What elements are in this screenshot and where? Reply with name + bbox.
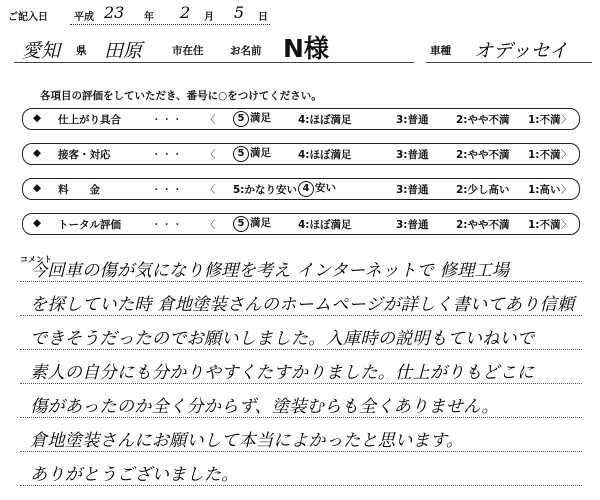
comment-line: 素人の自分にも分かりやすくたすかりました。仕上がりもどこに xyxy=(30,363,535,383)
diamond-icon: ◆ xyxy=(33,217,42,229)
selected-text: 満足 xyxy=(250,217,271,229)
rating-leader-dots: ・・・ xyxy=(151,219,183,231)
comment-ruled-line xyxy=(20,349,582,350)
survey-instruction: 各項目の評価をしていただき、番号に○をつけてください。 xyxy=(40,90,322,102)
rating-option[interactable]: 2:やや不満 xyxy=(456,149,510,161)
comment-line: ありがとうございました。 xyxy=(30,465,239,485)
comment-ruled-line xyxy=(20,485,582,486)
rating-leader-dots: ・・・ xyxy=(151,149,183,161)
fill-date-label: ご記入日 xyxy=(8,12,48,23)
left-angle-icon: 〈 xyxy=(205,219,216,231)
comment-line: を探していた時 倉地塗装さんのホームページが詳しく書いてあり信頼 xyxy=(30,295,575,315)
left-angle-icon: 〈 xyxy=(205,114,216,126)
rating-option[interactable]: 1:不満 xyxy=(528,219,561,231)
diamond-icon: ◆ xyxy=(33,147,42,159)
rating-option-selected[interactable] xyxy=(233,110,271,127)
comment-line: できそうだったのでお願いしました。入庫時の説明もていねいで xyxy=(30,329,535,349)
rating-option[interactable]: 4:ほぼ満足 xyxy=(298,149,352,161)
car-label: 車種 xyxy=(430,45,451,57)
selected-number: 5 xyxy=(233,216,249,232)
rating-title: 仕上がり具合 xyxy=(58,114,121,126)
selected-text: 満足 xyxy=(250,147,271,159)
rating-leader-dots: ・・・ xyxy=(151,114,183,126)
rating-row xyxy=(22,143,580,165)
date-underline xyxy=(70,24,270,25)
year-unit: 年 xyxy=(144,12,154,23)
comment-line: 傷があったのか全く分からず、塗装むらも全くありません。 xyxy=(30,397,499,417)
prefecture-value: 愛知 xyxy=(22,40,61,62)
address-underline xyxy=(14,62,414,63)
rating-leader-dots: ・・・ xyxy=(151,184,183,196)
right-angle-icon: 〉 xyxy=(561,149,572,161)
rating-option-selected[interactable] xyxy=(233,215,271,232)
rating-option[interactable]: 2:やや不満 xyxy=(456,114,510,126)
rating-option[interactable]: 1:不満 xyxy=(528,114,561,126)
city-label: 市在住 xyxy=(172,45,204,57)
rating-title: トータル評価 xyxy=(58,219,121,231)
rating-option[interactable]: 3:普通 xyxy=(396,184,429,196)
name-label: お名前 xyxy=(230,45,262,57)
rating-option[interactable]: 3:普通 xyxy=(396,114,429,126)
day-unit: 日 xyxy=(258,12,268,23)
selected-number: 5 xyxy=(233,146,249,162)
diamond-icon: ◆ xyxy=(33,182,42,194)
car-value: オデッセイ xyxy=(474,40,569,62)
comment-ruled-line xyxy=(20,281,582,282)
left-angle-icon: 〈 xyxy=(205,184,216,196)
selected-text: 安い xyxy=(315,182,336,194)
rating-option[interactable]: 2:やや不満 xyxy=(456,219,510,231)
rating-row xyxy=(22,108,580,130)
right-angle-icon: 〉 xyxy=(561,219,572,231)
prefecture-label: 県 xyxy=(76,45,87,57)
comment-ruled-line xyxy=(20,383,582,384)
rating-option[interactable]: 3:普通 xyxy=(396,149,429,161)
rating-option[interactable]: 1:不満 xyxy=(528,149,561,161)
comment-ruled-line xyxy=(20,451,582,452)
selected-number: 5 xyxy=(233,111,249,127)
rating-option[interactable]: 3:普通 xyxy=(396,219,429,231)
rating-option[interactable]: 1:高い xyxy=(528,184,561,196)
customer-name: N様 xyxy=(283,34,329,63)
rating-title: 接客・対応 xyxy=(58,149,111,161)
rating-option[interactable]: 2:少し高い xyxy=(456,184,510,196)
rating-option-selected[interactable] xyxy=(233,145,271,162)
rating-option-selected[interactable] xyxy=(298,180,336,197)
rating-title: 料 金 xyxy=(58,184,100,196)
comment-line: 倉地塗装さんにお願いして本当によかったと思います。 xyxy=(30,431,464,451)
comment-ruled-line xyxy=(20,315,582,316)
comment-label: コメント xyxy=(20,255,52,264)
diamond-icon: ◆ xyxy=(33,112,42,124)
comment-line: 今回車の傷が気になり修理を考え インターネットで 修理工場 xyxy=(30,261,510,281)
rating-option[interactable]: 4:ほぼ満足 xyxy=(298,114,352,126)
rating-row xyxy=(22,178,580,200)
right-angle-icon: 〉 xyxy=(561,184,572,196)
car-underline xyxy=(426,62,592,63)
selected-text: 満足 xyxy=(250,112,271,124)
city-value: 田原 xyxy=(104,40,143,62)
rating-option[interactable]: 4:ほぼ満足 xyxy=(298,219,352,231)
month-unit: 月 xyxy=(204,12,214,23)
comment-ruled-line xyxy=(20,417,582,418)
left-angle-icon: 〈 xyxy=(205,149,216,161)
right-angle-icon: 〉 xyxy=(561,114,572,126)
year-value: 23 xyxy=(104,3,125,22)
rating-option[interactable]: 5:かなり安い xyxy=(233,184,298,196)
rating-row xyxy=(22,213,580,235)
month-value: 2 xyxy=(180,3,191,22)
era-label: 平成 xyxy=(74,12,94,23)
day-value: 5 xyxy=(234,3,245,22)
selected-number: 4 xyxy=(298,181,314,197)
